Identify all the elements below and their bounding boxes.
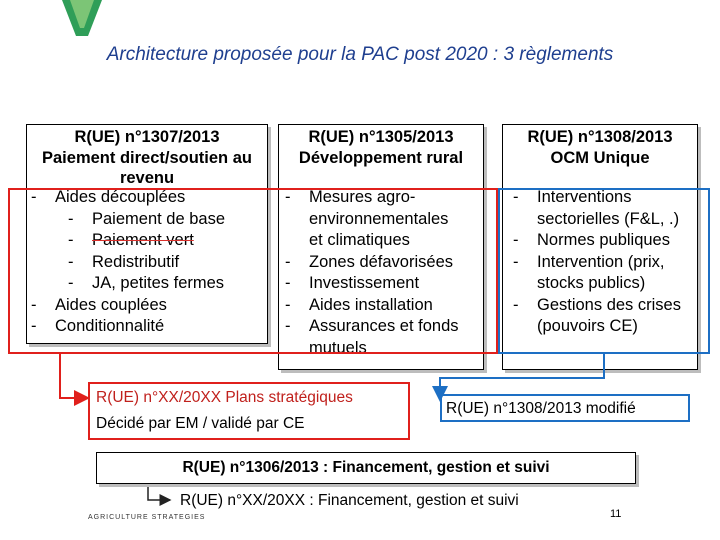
plans-line-2: Décidé par EM / validé par CE <box>96 415 305 432</box>
regulation-box-1307: R(UE) n°1307/2013 Paiement direct/soutien au revenu - Aides découplées - Paiement de base - Paiement vert - Redistributif - JA, petites fermes - Aides couplées - Conditionnalité <box>26 124 268 344</box>
list-item: sectorielles (F&L, .) <box>537 209 680 228</box>
financement-label: R(UE) n°1306/2013 : Financement, gestion et suivi <box>182 459 550 476</box>
ocm-modified-label: R(UE) n°1308/2013 modifié <box>446 400 636 417</box>
regulation-box-1305: R(UE) n°1305/2013 Développement rural - Mesures agro- environnementales et climatiques - Zones défavorisées - Investissement - Aides installation - Assurances et fonds mutuels <box>278 124 484 370</box>
box-1307-head-2: Paiement direct/soutien au <box>42 149 252 167</box>
list-item: environnementales <box>309 209 449 228</box>
red-arrow <box>60 354 88 398</box>
plans-line-1: R(UE) n°XX/20XX Plans stratégiques <box>96 389 353 406</box>
box-1305-head-1: R(UE) n°1305/2013 <box>308 128 454 146</box>
financement-new-label: R(UE) n°XX/20XX : Financement, gestion et suivi <box>180 492 519 509</box>
box-1308-head-1: R(UE) n°1308/2013 <box>527 128 673 146</box>
box-1308-head-2: OCM Unique <box>550 149 650 167</box>
list-item: Paiement vert <box>92 231 194 249</box>
list-item: Redistributif <box>92 252 180 271</box>
list-item: Investissement <box>309 274 420 292</box>
box-1307-head-1: R(UE) n°1307/2013 <box>74 128 220 146</box>
regulation-box-1308: R(UE) n°1308/2013 OCM Unique - Interventions sectorielles (F&L, .) - Normes publiques - Intervention (prix, stocks publics) - Gestions des crises (pouvoirs CE) <box>502 124 698 370</box>
black-arrow <box>148 484 170 500</box>
box-1307-head-3: revenu <box>119 169 175 187</box>
list-item: Gestions des crises <box>537 295 681 314</box>
ocm-modified-box <box>440 394 690 422</box>
list-item: Mesures agro- <box>309 188 416 206</box>
list-item: mutuels <box>309 338 367 357</box>
list-item: Assurances et fonds <box>309 317 459 335</box>
plans-strategiques-box <box>88 382 410 440</box>
list-item: JA, petites fermes <box>92 274 225 292</box>
list-item: et climatiques <box>309 231 410 249</box>
list-item: Aides découplées <box>55 188 186 206</box>
list-item: Paiement de base <box>92 209 226 228</box>
page-title: Architecture proposée pour la PAC post 2020 : 3 règlements <box>106 44 614 65</box>
list-item: Normes publiques <box>537 231 670 249</box>
footer-brand: AGRICULTURE STRATEGIES <box>88 514 206 521</box>
list-item: Interventions <box>537 188 632 206</box>
list-item: Aides installation <box>309 295 433 314</box>
list-item: Conditionnalité <box>55 317 165 335</box>
list-item: Zones défavorisées <box>309 252 453 271</box>
financement-box <box>96 452 636 484</box>
box-1305-head-2: Développement rural <box>298 149 464 167</box>
list-item: (pouvoirs CE) <box>537 317 638 335</box>
list-item: stocks publics) <box>537 274 646 292</box>
page-number: 11 <box>610 508 622 520</box>
list-item: Intervention (prix, <box>537 252 665 271</box>
list-item: Aides couplées <box>55 295 167 314</box>
